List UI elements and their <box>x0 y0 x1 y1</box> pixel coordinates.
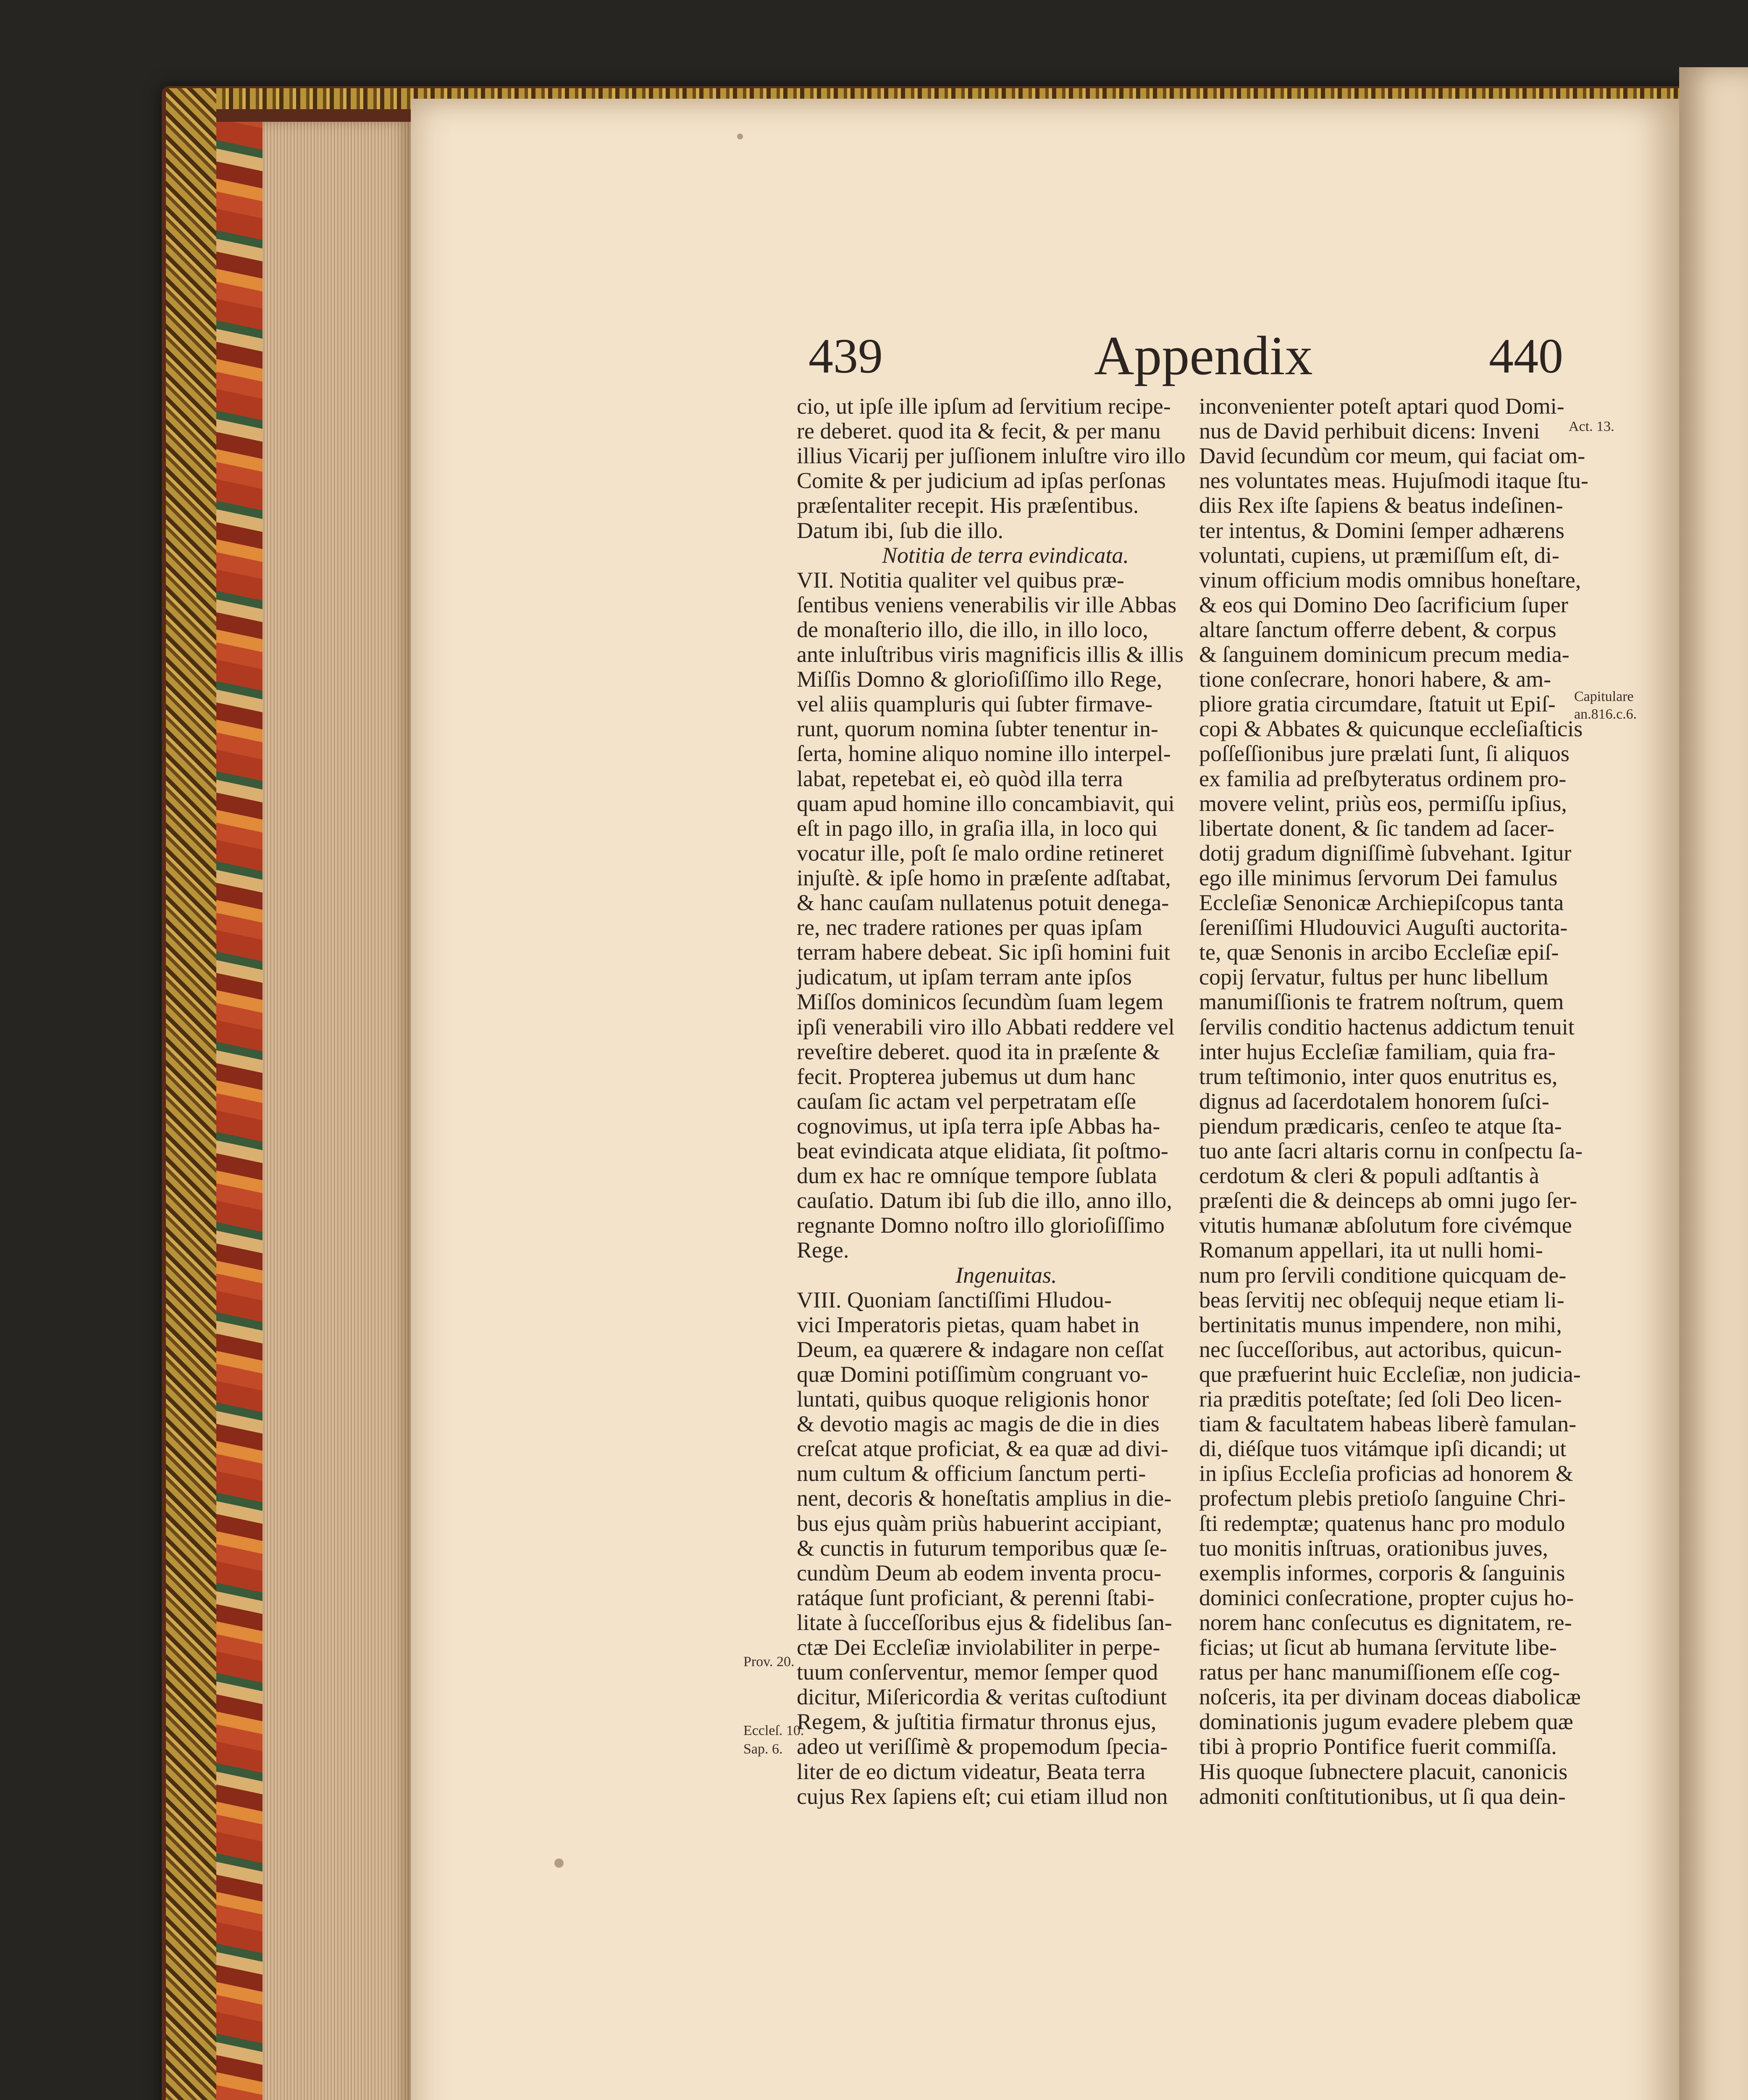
text-line: ego ille minimus ſervorum Dei famulus <box>1199 865 1558 890</box>
text-line: cauſatio. Datum ibi ſub die illo, anno illo, <box>797 1188 1172 1213</box>
margin-note: Capitulare <box>1574 689 1634 704</box>
text-line: nus de David perhibuit dicens: Inveni <box>1199 418 1540 444</box>
text-line: vitutis humanæ abſolutum fore civémque <box>1199 1213 1572 1238</box>
text-line: admoniti conſtitutionibus, ut ſi qua dein- <box>1199 1783 1566 1809</box>
text-line: num cultum & officium ſanctum perti- <box>797 1461 1146 1486</box>
text-line: dotij gradum digniſſimè ſubvehant. Igitur <box>1199 840 1572 866</box>
text-line: tibi à proprio Pontifice fuerit commiſſa. <box>1199 1734 1557 1759</box>
text-line: ſereniſſimi Hludouvici Auguſti auctorita- <box>1199 915 1568 940</box>
text-line: luntati, quibus quoque religionis honor <box>797 1386 1149 1412</box>
text-line: dominici conſecratione, propter cujus ho- <box>1199 1585 1574 1610</box>
margin-note: Act. 13. <box>1569 419 1614 434</box>
text-line: & eos qui Domino Deo ſacrificium ſuper <box>1199 592 1568 617</box>
text-line: quæ Domini potiſſimùm congruant vo- <box>797 1361 1148 1387</box>
text-line: copi & Abbates & quicunque eccleſiaſticis <box>1199 716 1583 742</box>
text-line: cio, ut ipſe ille ipſum ad ſervitium recipe- <box>797 394 1171 419</box>
text-line: beas ſervitij nec obſequij neque etiam li- <box>1199 1287 1564 1312</box>
text-line: norem hanc conſecutus es dignitatem, re- <box>1199 1609 1572 1635</box>
text-line: Regem, & juſtitia firmatur thronus ejus, <box>797 1709 1157 1735</box>
text-line: nent, decoris & honeſtatis amplius in die- <box>797 1486 1172 1511</box>
text-line: bertinitatis munus impendere, non mihi, <box>1199 1312 1562 1337</box>
text-line: re deberet. quod ita & fecit, & per manu <box>797 418 1161 444</box>
text-line: vici Imperatoris pietas, quam habet in <box>797 1312 1139 1337</box>
text-line: ante inluſtribus viris magnificis illis & illis <box>797 642 1184 667</box>
text-line: manumiſſionis te fratrem noſtrum, quem <box>1199 989 1564 1015</box>
text-line: nec ſucceſſoribus, aut actoribus, quicun- <box>1199 1336 1562 1362</box>
margin-note: an.816.c.6. <box>1574 706 1637 722</box>
text-line: cundùm Deum ab eodem inventa procu- <box>797 1560 1162 1586</box>
text-line: beat evindicata atque elidiata, ſit poſtmo- <box>797 1138 1168 1163</box>
text-line: & cunctis in futurum temporibus quæ ſe- <box>797 1535 1167 1561</box>
margin-note: Prov. 20. <box>743 1654 795 1670</box>
margin-note: Sap. 6. <box>743 1741 783 1757</box>
text-line: dignus ad ſacerdotalem honorem ſuſci- <box>1199 1088 1549 1114</box>
text-line: ter intentus, & Domini ſemper adhærens <box>1199 517 1564 543</box>
text-line: ſerta, homine aliquo nomine illo interpel- <box>797 741 1171 766</box>
text-line: runt, quorum nomina ſubter tenentur in- <box>797 716 1158 742</box>
text-line: voluntati, cupiens, ut præmiſſum eſt, di- <box>1199 542 1559 568</box>
text-line: creſcat atque proficiat, & ea quæ ad divi- <box>797 1436 1168 1462</box>
text-line: num pro ſervili conditione quicquam de- <box>1199 1262 1567 1288</box>
text-line: regnante Domno noſtro illo glorioſiſſimo <box>797 1213 1165 1238</box>
text-line: adeo ut veriſſimè & propemodum ſpecia- <box>797 1734 1168 1759</box>
text-line: copij ſervatur, fultus per hunc libellum <box>1199 964 1549 990</box>
facing-page-edge <box>1679 67 1748 2100</box>
text-line: noſceris, ita per divinam doceas diabolicæ <box>1199 1684 1581 1710</box>
text-line: tuo monitis inſtruas, orationibus juves, <box>1199 1535 1548 1561</box>
text-line: injuſtè. & ipſe homo in præſente adſtabat, <box>797 865 1171 890</box>
text-line: litate à ſucceſſoribus ejus & fidelibus ſan- <box>797 1609 1172 1635</box>
text-line: tione conſecrare, honori habere, & am- <box>1199 667 1551 692</box>
text-line: re, nec tradere rationes per quas ipſam <box>797 915 1143 940</box>
text-line: pliore gratia circumdare, ſtatuit ut Epiſ- <box>1199 691 1556 717</box>
text-line: inconvenienter poteſt aptari quod Domi- <box>1199 394 1564 419</box>
text-line: libertate donent, & ſic tandem ad ſacer- <box>1199 815 1555 841</box>
text-line: altare ſanctum offerre debent, & corpus <box>1199 617 1556 642</box>
text-line: præſenti die & deinceps ab omni jugo ſer- <box>1199 1188 1577 1213</box>
text-line: Ingenuitas. <box>955 1262 1057 1288</box>
text-line: tuum conſerventur, memor ſemper quod <box>797 1659 1158 1685</box>
text-line: Rege. <box>797 1237 849 1263</box>
text-line: exemplis informes, corporis & ſanguinis <box>1199 1560 1565 1586</box>
text-line: reveſtire deberet. quod ita in præſente & <box>797 1039 1160 1064</box>
text-line: dum ex hac re omníque tempore ſublata <box>797 1163 1157 1189</box>
page-number-left: 439 <box>808 328 883 383</box>
text-line: cognovimus, ut ipſa terra ipſe Abbas ha- <box>797 1113 1160 1139</box>
text-line: movere velint, priùs eos, permiſſu ipſius, <box>1199 790 1567 816</box>
text-line: ſentibus veniens venerabilis vir ille Abbas <box>797 592 1177 617</box>
text-line: terram habere debeat. Sic ipſi homini fuit <box>797 940 1171 965</box>
text-line: vel aliis quampluris qui ſubter firmave- <box>797 691 1153 717</box>
text-line: poſſeſſionibus jure prælati ſunt, ſi aliquos <box>1199 741 1570 766</box>
text-line: trum teſtimonio, inter quos enutritus es, <box>1199 1063 1558 1089</box>
text-line: dominationis jugum evadere plebem quæ <box>1199 1709 1573 1735</box>
text-line: diis Rex iſte ſapiens & beatus indeſinen- <box>1199 493 1563 518</box>
margin-note: Eccleſ. 10. <box>743 1723 804 1738</box>
text-line: Comite & per judicium ad ipſas perſonas <box>797 468 1166 494</box>
text-line: David ſecundùm cor meum, qui faciat om- <box>1199 443 1585 469</box>
text-line: ria præditis poteſtate; ſed ſoli Deo licen- <box>1199 1386 1562 1412</box>
page-title: Appendix <box>1094 325 1313 386</box>
text-line: que præfuerint huic Eccleſiæ, non judicia- <box>1199 1361 1581 1387</box>
text-line: vinum officium modis omnibus honeſtare, <box>1199 567 1581 593</box>
text-line: inter hujus Eccleſiæ familiam, quia fra- <box>1199 1039 1556 1064</box>
text-line: ctæ Dei Eccleſiæ inviolabiliter in perpe- <box>797 1635 1160 1660</box>
paper-spot <box>737 134 743 139</box>
text-line: in ipſius Eccleſia proficias ad honorem & <box>1199 1461 1573 1486</box>
text-line: ratáque ſunt proficiant, & perenni ſtabi- <box>797 1585 1155 1610</box>
text-line: ratus per hanc manumiſſionem eſſe cog- <box>1199 1659 1560 1685</box>
text-line: Miſſos dominicos ſecundùm ſuam legem <box>797 989 1163 1015</box>
page-number-right: 440 <box>1489 328 1563 383</box>
text-line: ficias; ut ſicut ab humana ſervitute libe- <box>1199 1635 1557 1660</box>
text-line: nes voluntates meas. Hujuſmodi itaque ſtu- <box>1199 468 1588 494</box>
text-line: profectum plebis pretioſo ſanguine Chri- <box>1199 1486 1566 1511</box>
text-line: cauſam ſic actam vel perpetratam eſſe <box>797 1088 1136 1114</box>
text-line: ſervilis conditio hactenus addictum tenuit <box>1199 1014 1575 1040</box>
text-line: cujus Rex ſapiens eſt; cui etiam illud non <box>797 1783 1168 1809</box>
text-line: cerdotum & cleri & populi adſtantis à <box>1199 1163 1539 1189</box>
text-line: labat, repetebat ei, eò quòd illa terra <box>797 766 1123 791</box>
text-line: & ſanguinem dominicum precum media- <box>1199 642 1570 667</box>
text-line: judicatum, ut ipſam terram ante ipſos <box>797 964 1132 990</box>
text-line: quam apud homine illo concambiavit, qui <box>797 790 1175 816</box>
text-line: & hanc cauſam nullatenus potuit denega- <box>797 890 1169 915</box>
text-line: & devotio magis ac magis de die in dies <box>797 1411 1160 1437</box>
text-line: VIII. Quoniam ſanctiſſimi Hludou- <box>797 1287 1112 1312</box>
marbled-endpaper <box>216 122 262 2100</box>
gilt-border-left <box>166 88 216 2100</box>
text-line: Miſſis Domno & glorioſiſſimo illo Rege, <box>797 667 1163 692</box>
text-line: tuo ante ſacri altaris cornu in conſpectu ſa- <box>1199 1138 1583 1163</box>
paper-spot <box>554 1858 564 1868</box>
text-line: VII. Notitia qualiter vel quibus præ- <box>797 567 1124 593</box>
text-line: vocatur ille, poſt ſe malo ordine retineret <box>797 840 1164 866</box>
text-line: ipſi venerabili viro illo Abbati reddere vel <box>797 1014 1175 1040</box>
text-line: fecit. Propterea jubemus ut dum hanc <box>797 1063 1136 1089</box>
text-line: ſti redemptæ; quatenus hanc pro modulo <box>1199 1510 1565 1536</box>
text-line: di, diéſque tuos vitámque ipſi dicandi; ut <box>1199 1436 1567 1462</box>
text-line: eſt in pago illo, in graſia illa, in loco qui <box>797 815 1158 841</box>
text-line: tiam & facultatem habeas liberè famulan- <box>1199 1411 1577 1437</box>
text-line: Deum, ea quærere & indagare non ceſſat <box>797 1336 1164 1362</box>
text-line: de monaſterio illo, die illo, in illo loco, <box>797 617 1148 642</box>
text-line: præſentaliter recepit. His præſentibus. <box>797 493 1139 518</box>
text-line: piendum prædicaris, cenſeo te atque ſta- <box>1199 1113 1562 1139</box>
text-line: Notitia de terra evindicata. <box>882 542 1129 568</box>
text-line: liter de eo dictum videatur, Beata terra <box>797 1759 1145 1784</box>
text-line: dicitur, Miſericordia & veritas cuſtodiunt <box>797 1684 1167 1710</box>
text-line: te, quæ Senonis in arcibo Eccleſiæ epiſ- <box>1199 940 1559 965</box>
text-line: illius Vicarij per juſſionem inluſtre viro illo <box>797 443 1186 469</box>
text-line: bus ejus quàm priùs habuerint accipiant, <box>797 1510 1162 1536</box>
text-line: ex familia ad preſbyteratus ordinem pro- <box>1199 766 1567 791</box>
text-line: Romanum appellari, ita ut nulli homi- <box>1199 1237 1543 1263</box>
text-line: His quoque ſubnectere placuit, canonicis <box>1199 1759 1568 1784</box>
page-edges <box>262 122 412 2100</box>
text-line: Datum ibi, ſub die illo. <box>797 517 1003 543</box>
text-line: Eccleſiæ Senonicæ Archiepiſcopus tanta <box>1199 890 1564 915</box>
